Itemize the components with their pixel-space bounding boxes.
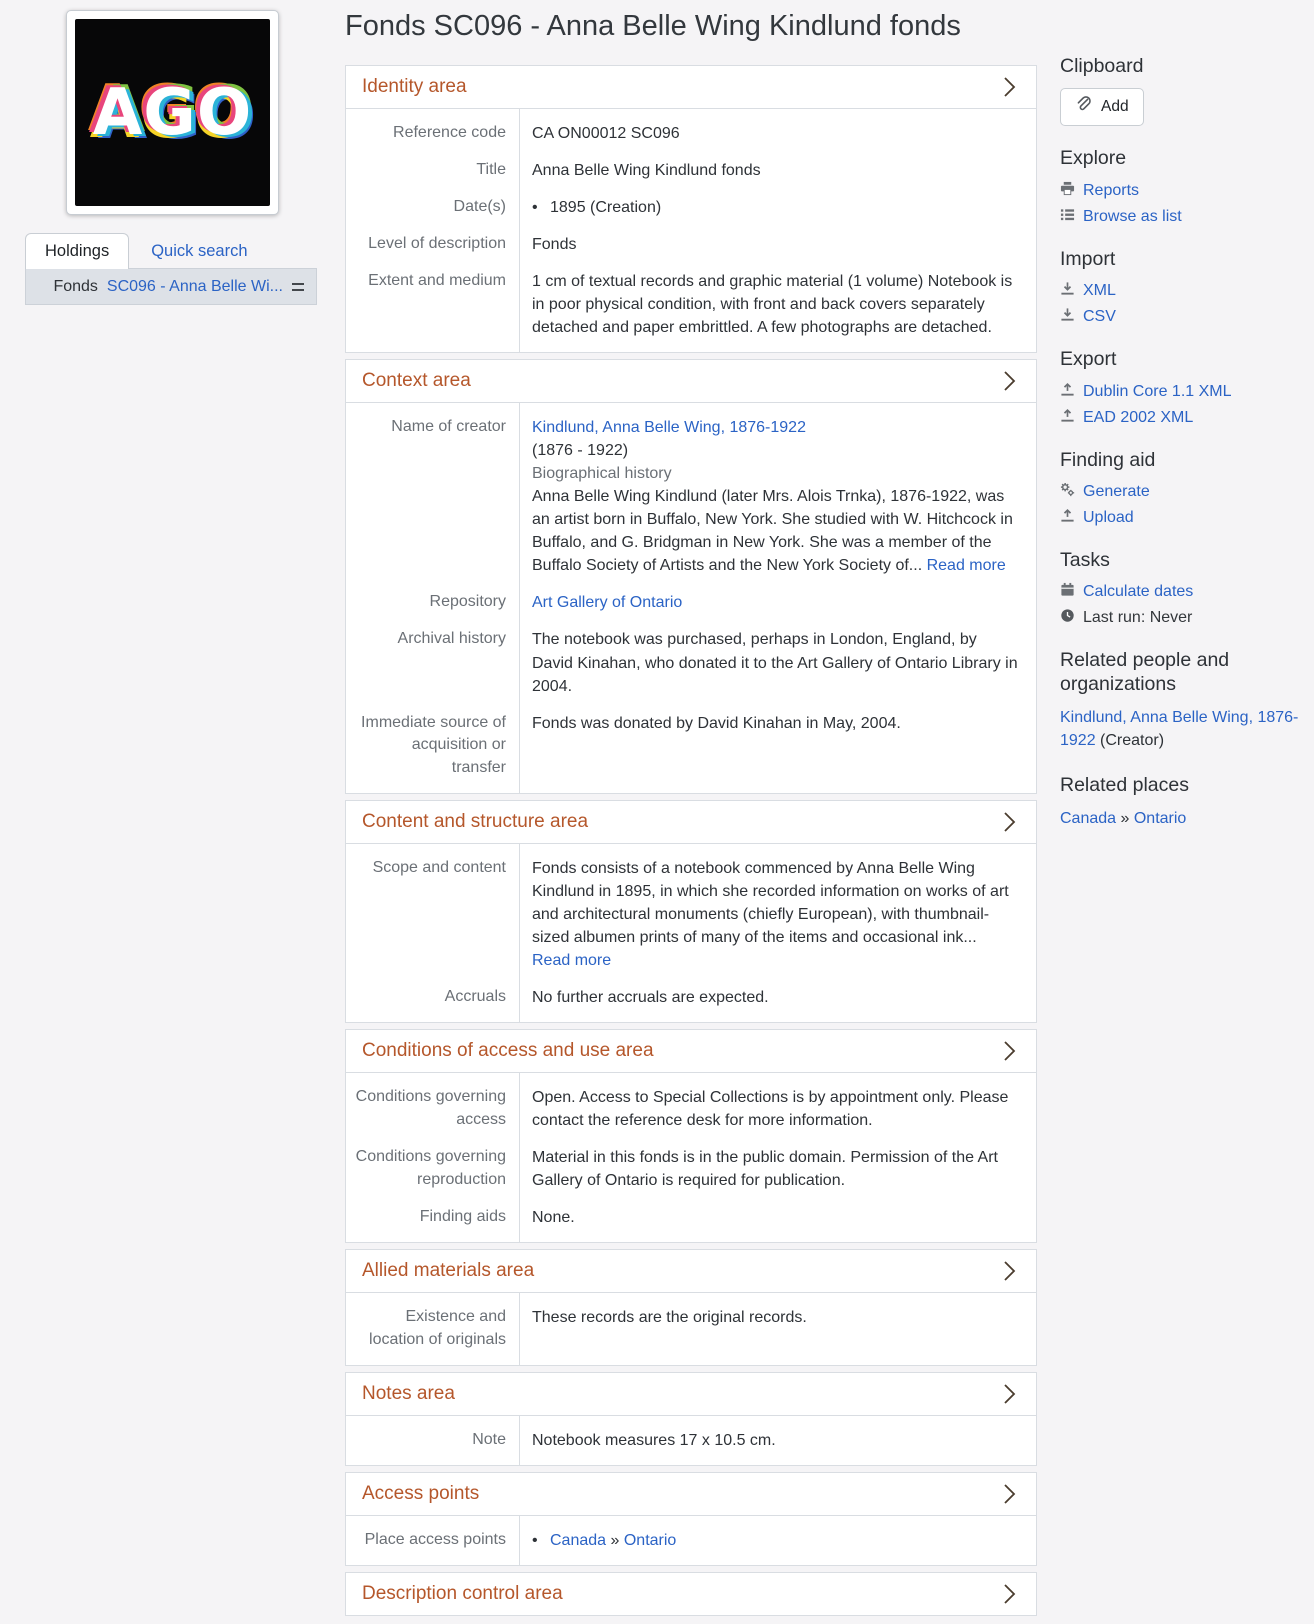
section-header-context[interactable]	[345, 359, 1037, 403]
field-label: Place access points	[364, 1530, 506, 1548]
clipboard-heading: Clipboard	[1060, 55, 1144, 77]
related-place-link-canada[interactable]: Canada	[1060, 809, 1117, 827]
section-notes-area	[345, 1372, 1037, 1466]
section-access-points	[345, 1472, 1037, 1566]
scope-content-text: Fonds consists of a notebook commenced by Anna Belle Wing Kindlund in 1895, in which she recorded information on works of art and architectural monuments (chiefly European), with thumbnail-sized albumen prints of many of the items and occasional ink...	[532, 859, 1009, 946]
field-label: Immediate source of acquisition or transfer	[361, 713, 506, 776]
section-title: Allied materials area	[362, 1260, 535, 1282]
field-row	[346, 584, 1036, 621]
upload-label: Upload	[1083, 508, 1134, 526]
import-xml-link[interactable]	[1060, 281, 1306, 301]
field-label: Repository	[429, 593, 506, 611]
breadcrumb-separator: »	[1120, 809, 1130, 827]
field-row	[346, 226, 1036, 263]
chevron-right-icon[interactable]	[1003, 1383, 1020, 1405]
bio-history-label: Biographical history	[532, 465, 672, 483]
field-row	[346, 115, 1036, 152]
treeview-current-item[interactable]	[25, 268, 317, 305]
related-people-entry	[1060, 706, 1306, 752]
bio-history-text: Anna Belle Wing Kindlund (later Mrs. Alois Trnka), 1876-1922, was an artist born in Buffalo, New York. She studied with W. Hitchcock in Buffalo, and G. Bridgman in New York. She was a member of the Buffalo Society of Artists and the New York Society of...	[532, 488, 1013, 575]
field-row	[346, 1422, 1036, 1459]
export-ead-link[interactable]	[1060, 408, 1306, 428]
place-access-link-ontario[interactable]: Ontario	[623, 1531, 677, 1549]
section-title: Description control area	[362, 1582, 563, 1604]
upload-icon	[1060, 508, 1075, 528]
field-label: Archival history	[397, 630, 506, 648]
import-csv-link[interactable]	[1060, 307, 1306, 327]
field-row	[346, 1299, 1036, 1358]
field-value: Fonds	[532, 236, 577, 254]
chevron-right-icon[interactable]	[1003, 1260, 1020, 1282]
upload-icon	[1060, 408, 1075, 428]
section-title: Identity area	[362, 76, 467, 97]
field-table	[345, 1072, 1037, 1243]
field-label: Reference code	[393, 124, 506, 141]
tab-holdings[interactable]: Holdings	[25, 233, 129, 269]
section-content-structure-area	[345, 800, 1037, 1023]
section-header-conditions[interactable]	[345, 1029, 1037, 1073]
import-csv-label: CSV	[1083, 308, 1116, 326]
export-dublin-core-link[interactable]	[1060, 382, 1306, 402]
section-title: Content and structure area	[362, 810, 589, 832]
field-row	[346, 705, 1036, 787]
export-dublin-core-label: Dublin Core 1.1 XML	[1083, 382, 1232, 400]
field-label: Name of creator	[391, 418, 506, 436]
browse-as-list-link[interactable]	[1060, 207, 1306, 227]
field-label: Scope and content	[372, 858, 506, 876]
field-label: Note	[472, 1430, 506, 1448]
field-label: Accruals	[444, 987, 506, 1005]
section-context-area	[345, 359, 1037, 794]
related-places-entry	[1060, 807, 1306, 830]
tasks-last-run	[1060, 608, 1306, 628]
field-row	[346, 1079, 1036, 1139]
download-icon	[1060, 281, 1075, 301]
browse-as-list-label: Browse as list	[1083, 207, 1182, 225]
treeview-tabs	[25, 233, 317, 269]
chevron-right-icon[interactable]	[1003, 370, 1020, 392]
field-row	[346, 152, 1036, 189]
field-label: Title	[476, 161, 506, 179]
finding-aid-generate-link[interactable]	[1060, 482, 1306, 502]
field-value: The notebook was purchased, perhaps in London, England, by David Kinahan, who donated it to the Art Gallery of Ontario Library in 2004.	[532, 631, 1018, 695]
finding-aid-heading: Finding aid	[1060, 448, 1156, 471]
paperclip-icon	[1075, 96, 1092, 118]
section-title: Conditions of access and use area	[362, 1039, 654, 1061]
field-value	[519, 196, 1036, 219]
last-run-label: Last run: Never	[1083, 609, 1193, 627]
field-table	[345, 1415, 1037, 1466]
chevron-right-icon[interactable]	[1003, 1583, 1020, 1605]
chevron-right-icon[interactable]	[1003, 1483, 1020, 1505]
field-value	[519, 416, 1036, 577]
import-heading: Import	[1060, 247, 1116, 270]
section-description-control-area	[345, 1572, 1037, 1616]
field-value: 1 cm of textual records and graphic material (1 volume) Notebook is in poor physical condition, with front and back covers separately detached and paper embrittled. A few photographs are detached.	[532, 273, 1013, 337]
related-places-heading: Related places	[1060, 773, 1189, 796]
field-label: Conditions governing reproduction	[355, 1147, 506, 1188]
export-heading: Export	[1060, 348, 1117, 371]
related-people-heading: Related people and organizations	[1060, 649, 1230, 695]
field-value: No further accruals are expected.	[532, 988, 769, 1006]
upload-icon	[1060, 382, 1075, 402]
section-title: Notes area	[362, 1382, 455, 1404]
tab-quick-search[interactable]: Quick search	[151, 242, 248, 260]
breadcrumb-separator: »	[610, 1531, 620, 1549]
section-title: Access points	[362, 1482, 480, 1504]
ago-logo-image	[75, 19, 270, 206]
section-header-identity[interactable]	[345, 65, 1037, 109]
section-allied-materials-area	[345, 1249, 1037, 1365]
reports-label: Reports	[1083, 181, 1140, 199]
section-title: Context area	[362, 370, 471, 392]
field-value	[519, 591, 1036, 614]
section-conditions-area	[345, 1029, 1037, 1243]
creator-dates: (1876 - 1922)	[532, 442, 629, 460]
clock-icon	[1060, 608, 1075, 628]
field-value	[519, 857, 1036, 972]
page-title: Fonds SC096 - Anna Belle Wing Kindlund fonds	[345, 10, 961, 42]
field-label: Extent and medium	[368, 272, 506, 290]
field-row	[346, 263, 1036, 346]
creator-link[interactable]: Kindlund, Anna Belle Wing, 1876-1922	[532, 419, 806, 437]
field-label: Level of description	[368, 235, 506, 253]
field-value: None.	[532, 1209, 575, 1227]
context-sidebar	[1060, 55, 1306, 830]
date-value: 1895 (Creation)	[550, 199, 662, 217]
reports-link[interactable]	[1060, 181, 1306, 201]
tasks-heading: Tasks	[1060, 548, 1110, 571]
field-table	[345, 108, 1037, 353]
bullet: •	[532, 199, 538, 217]
field-label: Existence and location of originals	[369, 1308, 506, 1348]
chevron-right-icon[interactable]	[1003, 76, 1020, 98]
field-table	[345, 843, 1037, 1023]
printer-icon	[1060, 181, 1075, 201]
section-identity-area	[345, 65, 1037, 353]
related-place-link-ontario[interactable]: Ontario	[1133, 809, 1187, 827]
read-more-link[interactable]: Read more	[532, 951, 612, 969]
field-value: Fonds was donated by David Kinahan in May, 2004.	[532, 714, 901, 732]
field-row	[346, 850, 1036, 979]
calendar-icon	[1060, 582, 1075, 602]
related-person-role: (Creator)	[1100, 732, 1165, 750]
add-button-label: Add	[1101, 98, 1129, 116]
list-icon	[1060, 207, 1075, 227]
treeview-level-label: Fonds	[53, 277, 98, 295]
field-value: Open. Access to Special Collections is by appointment only. Please contact the reference desk for more information.	[532, 1088, 1009, 1129]
field-row	[346, 979, 1036, 1016]
field-label: Finding aids	[419, 1208, 506, 1226]
gears-icon	[1060, 482, 1075, 502]
field-row	[346, 409, 1036, 584]
generate-label: Generate	[1083, 482, 1150, 500]
chevron-right-icon[interactable]	[1003, 1040, 1020, 1062]
section-header-description-control[interactable]	[345, 1572, 1037, 1616]
related-person-link[interactable]: Kindlund, Anna Belle Wing, 1876-1922	[1060, 709, 1299, 750]
field-table	[345, 402, 1037, 794]
section-header-allied-materials[interactable]	[345, 1249, 1037, 1293]
field-value: Anna Belle Wing Kindlund fonds	[532, 162, 761, 180]
section-header-notes[interactable]	[345, 1372, 1037, 1416]
field-value	[519, 1529, 1036, 1552]
field-value: CA ON00012 SC096	[532, 125, 680, 142]
repository-logo[interactable]	[66, 10, 279, 215]
calculate-dates-label: Calculate dates	[1083, 583, 1194, 601]
field-label: Date(s)	[453, 198, 506, 216]
field-row	[346, 1139, 1036, 1199]
section-header-access-points[interactable]	[345, 1472, 1037, 1516]
field-table	[345, 1515, 1037, 1566]
place-access-link-canada[interactable]: Canada	[550, 1531, 607, 1549]
field-table	[345, 1292, 1037, 1365]
main-content	[345, 8, 1037, 1622]
field-row	[346, 1199, 1036, 1236]
left-sidebar	[25, 10, 317, 305]
download-icon	[1060, 307, 1075, 327]
export-ead-label: EAD 2002 XML	[1083, 408, 1194, 426]
calculate-dates-link[interactable]	[1060, 582, 1306, 602]
section-header-content-structure[interactable]	[345, 800, 1037, 844]
clipboard-add-button[interactable]	[1060, 88, 1144, 126]
field-value: Notebook measures 17 x 10.5 cm.	[532, 1431, 776, 1449]
menu-icon[interactable]	[292, 283, 304, 291]
repository-link[interactable]: Art Gallery of Ontario	[532, 594, 683, 612]
explore-heading: Explore	[1060, 147, 1127, 170]
finding-aid-upload-link[interactable]	[1060, 508, 1306, 528]
ago-logo-text: AGO	[92, 75, 253, 150]
bullet: •	[532, 1531, 538, 1549]
field-row	[346, 1522, 1036, 1559]
field-row	[346, 189, 1036, 226]
treeview-item-link[interactable]: SC096 - Anna Belle Wi...	[106, 277, 283, 295]
field-row	[346, 621, 1036, 704]
field-label: Conditions governing access	[355, 1087, 506, 1128]
chevron-right-icon[interactable]	[1003, 811, 1020, 833]
read-more-link[interactable]: Read more	[926, 557, 1006, 575]
field-value: These records are the original records.	[532, 1309, 807, 1327]
import-xml-label: XML	[1083, 282, 1116, 300]
field-value: Material in this fonds is in the public domain. Permission of the Art Gallery of Ontario is required for publication.	[532, 1148, 998, 1189]
